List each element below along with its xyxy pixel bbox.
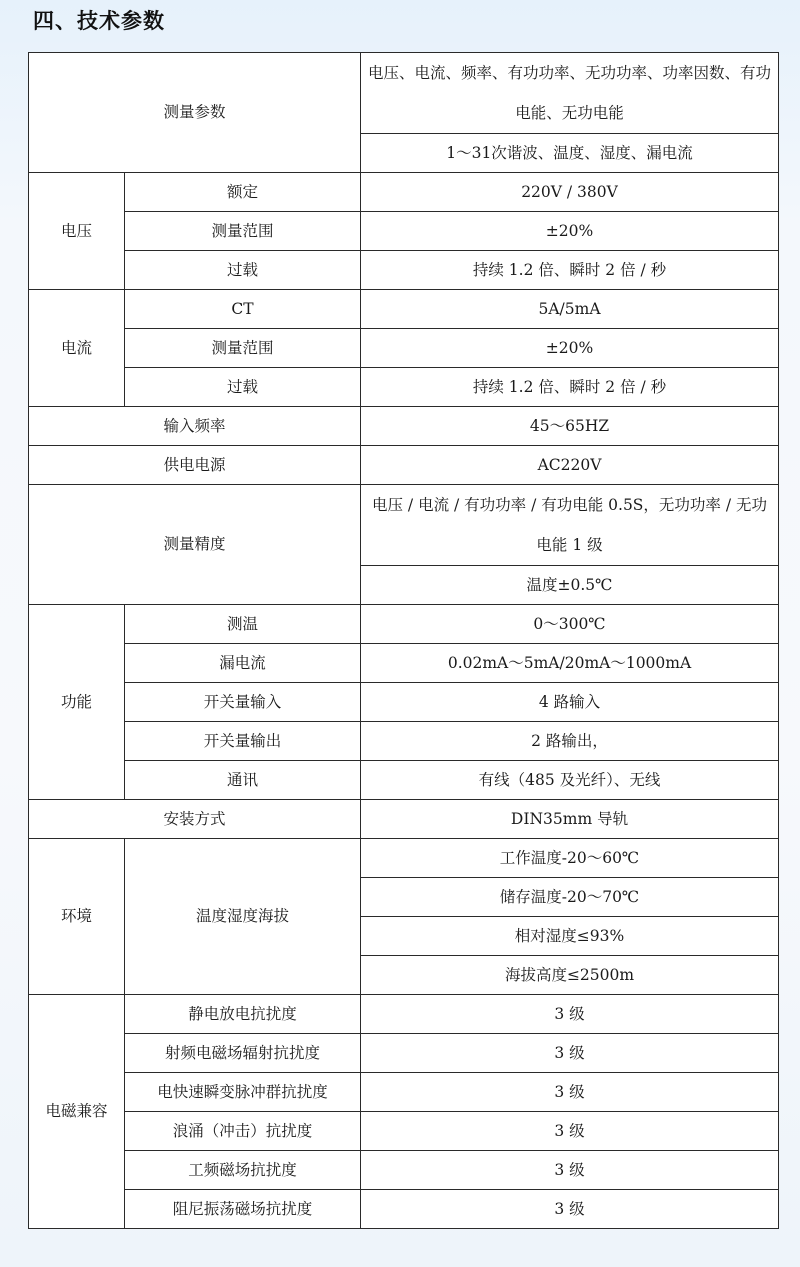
current-label: 电流	[29, 290, 125, 407]
install-label: 安装方式	[29, 800, 361, 839]
function-label: 功能	[29, 605, 125, 800]
table-row	[29, 446, 779, 485]
row-value: 2 路输出，	[361, 722, 779, 761]
row-label: 电快速瞬变脉冲群抗扰度	[125, 1073, 361, 1112]
table-row	[29, 485, 779, 566]
table-row	[29, 800, 779, 839]
row-label: 测量范围	[125, 329, 361, 368]
emc-label: 电磁兼容	[29, 995, 125, 1229]
row-value: 220V / 380V	[361, 173, 779, 212]
row-value: 3 级	[361, 1190, 779, 1229]
row-label: 漏电流	[125, 644, 361, 683]
table-row	[29, 53, 779, 134]
environment-value: 储存温度-20～70℃	[361, 878, 779, 917]
spec-table	[28, 52, 779, 1229]
row-label: 阻尼振荡磁场抗扰度	[125, 1190, 361, 1229]
row-label: 额定	[125, 173, 361, 212]
table-row	[29, 1190, 779, 1229]
measure-params-value: 电压、电流、频率、有功功率、无功功率、功率因数、有功电能、无功电能	[361, 53, 779, 134]
row-label: 测温	[125, 605, 361, 644]
row-value: 5A/5mA	[361, 290, 779, 329]
accuracy-label: 测量精度	[29, 485, 361, 605]
row-value: 0.02mA～5mA/20mA～1000mA	[361, 644, 779, 683]
table-row	[29, 761, 779, 800]
row-value: 3 级	[361, 1073, 779, 1112]
row-label: 浪涌（冲击）抗扰度	[125, 1112, 361, 1151]
power-supply-label: 供电电源	[29, 446, 361, 485]
section-heading: 四、技术参数	[33, 9, 165, 33]
row-value: ±20%	[361, 329, 779, 368]
table-row	[29, 407, 779, 446]
install-value: DIN35mm 导轨	[361, 800, 779, 839]
input-freq-value: 45～65HZ	[361, 407, 779, 446]
row-label: 通讯	[125, 761, 361, 800]
table-row	[29, 605, 779, 644]
row-value: ±20%	[361, 212, 779, 251]
measure-params-label: 测量参数	[29, 53, 361, 173]
row-value: 3 级	[361, 1034, 779, 1073]
table-row	[29, 644, 779, 683]
environment-value: 相对湿度≤93%	[361, 917, 779, 956]
row-label: 开关量输出	[125, 722, 361, 761]
row-label: 开关量输入	[125, 683, 361, 722]
table-row	[29, 329, 779, 368]
row-value: 持续 1.2 倍、瞬时 2 倍 / 秒	[361, 368, 779, 407]
power-supply-value: AC220V	[361, 446, 779, 485]
table-row	[29, 1073, 779, 1112]
row-value: 3 级	[361, 1112, 779, 1151]
table-row	[29, 683, 779, 722]
row-label: 工频磁场抗扰度	[125, 1151, 361, 1190]
table-row	[29, 839, 779, 878]
row-label: CT	[125, 290, 361, 329]
table-row	[29, 722, 779, 761]
row-value: 4 路输入	[361, 683, 779, 722]
row-value: 有线（485 及光纤）、无线	[361, 761, 779, 800]
table-row	[29, 290, 779, 329]
row-label: 测量范围	[125, 212, 361, 251]
row-value: 3 级	[361, 995, 779, 1034]
input-freq-label: 输入频率	[29, 407, 361, 446]
table-row	[29, 1151, 779, 1190]
environment-value: 海拔高度≤2500m	[361, 956, 779, 995]
table-row	[29, 1112, 779, 1151]
row-value: 持续 1.2 倍、瞬时 2 倍 / 秒	[361, 251, 779, 290]
measure-params-value: 1～31次谐波、温度、湿度、漏电流	[361, 134, 779, 173]
table-row	[29, 995, 779, 1034]
voltage-label: 电压	[29, 173, 125, 290]
row-label: 静电放电抗扰度	[125, 995, 361, 1034]
row-label: 过载	[125, 368, 361, 407]
table-row	[29, 368, 779, 407]
accuracy-value: 电压 / 电流 / 有功功率 / 有功电能 0.5S，无功功率 / 无功电能 1 级	[361, 485, 779, 566]
environment-value: 工作温度-20～60℃	[361, 839, 779, 878]
table-row	[29, 251, 779, 290]
table-row	[29, 1034, 779, 1073]
row-label: 过载	[125, 251, 361, 290]
table-row	[29, 173, 779, 212]
row-value: 3 级	[361, 1151, 779, 1190]
accuracy-value: 温度±0.5℃	[361, 566, 779, 605]
row-value: 0～300℃	[361, 605, 779, 644]
table-row	[29, 212, 779, 251]
environment-label: 环境	[29, 839, 125, 995]
environment-sub-label: 温度湿度海拔	[125, 839, 361, 995]
row-label: 射频电磁场辐射抗扰度	[125, 1034, 361, 1073]
